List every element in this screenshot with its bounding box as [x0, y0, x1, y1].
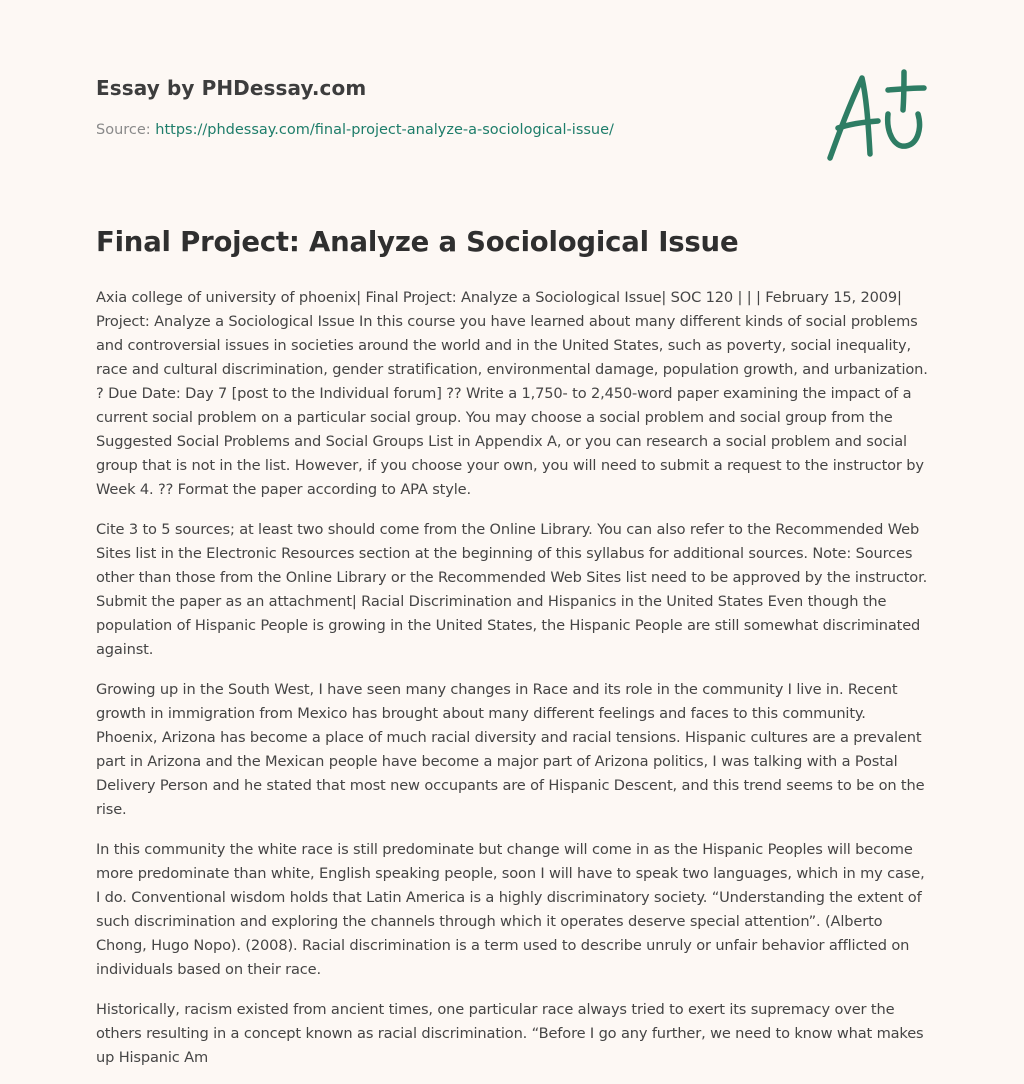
essay-paragraph: Historically, racism existed from ancient times, one particular race always tried to exert its supremacy over the others resulting in a concept known as racial discrimination. “Before I go any further, we need to know what makes up Hispanic Am	[96, 1001, 924, 1066]
essay-paragraph: In this community the white race is still predominate but change will come in as the Hispanic Peoples will become more predominate than white, English speaking people, soon I will have to speak two languages, which in my case, I do. Conventional wisdom holds that Latin America is a highly discriminatory society. “Understanding the extent of such discrimination and exploring the channels through which it operates deserve special attention”. (Alberto Chong, Hugo Nopo). (2008). Racial discrimination is a term used to describe unruly or unfair behavior afflicted on individuals based on their race.	[96, 841, 925, 978]
essay-paragraph: Cite 3 to 5 sources; at least two should come from the Online Library. You can also refer to the Recommended Web Sites list in the Electronic Resources section at the beginning of this syllabus for additional sources. Note: Sources other than those from the Online Library or the Recommended Web Sites list need to be approved by the instructor. Submit the paper as an attachment| Racial Discrimination and Hispanics in the United States Even though the population of Hispanic People is growing in the United States, the Hispanic People are still somewhat discriminated against.	[96, 521, 928, 658]
essay-title: Final Project: Analyze a Sociological Issue	[96, 226, 739, 258]
source-label: Source:	[96, 122, 151, 138]
brand-title: Essay by PHDessay.com	[96, 76, 367, 100]
header	[96, 76, 716, 138]
a-plus-logo-icon	[818, 66, 930, 166]
source-link[interactable]: https://phdessay.com/final-project-analyze-a-sociological-issue/	[155, 122, 614, 138]
essay-paragraph: Growing up in the South West, I have seen many changes in Race and its role in the community I live in. Recent growth in immigration from Mexico has brought about many different feelings and faces to this community. Phoenix, Arizona has become a place of much racial diversity and racial tensions. Hispanic cultures are a prevalent part in Arizona and the Mexican people have become a major part of Arizona politics, I was talking with a Postal Delivery Person and he stated that most new occupants are of Hispanic Descent, and this trend seems to be on the rise.	[96, 681, 925, 818]
essay-body	[96, 286, 930, 1078]
source-line	[96, 122, 716, 138]
a-plus-logo	[818, 66, 930, 166]
essay-paragraph: Axia college of university of phoenix| Final Project: Analyze a Sociological Issue| SOC 120 | | | February 15, 2009| Project: Analyze a Sociological Issue In this course you have learned about many different kinds of social problems and controversial issues in societies around the world and in the United States, such as poverty, social inequality, race and cultural discrimination, gender stratification, environmental damage, population growth, and urbanization. ? Due Date: Day 7 [post to the Individual forum] ?? Write a 1,750- to 2,450-word paper examining the impact of a current social problem on a particular social group. You may choose a social problem and social group from the Suggested Social Problems and Social Groups List in Appendix A, or you can research a social problem and social group that is not in the list. However, if you choose your own, you will need to submit a request to the instructor by Week 4. ?? Format the paper according to APA style.	[96, 289, 928, 498]
